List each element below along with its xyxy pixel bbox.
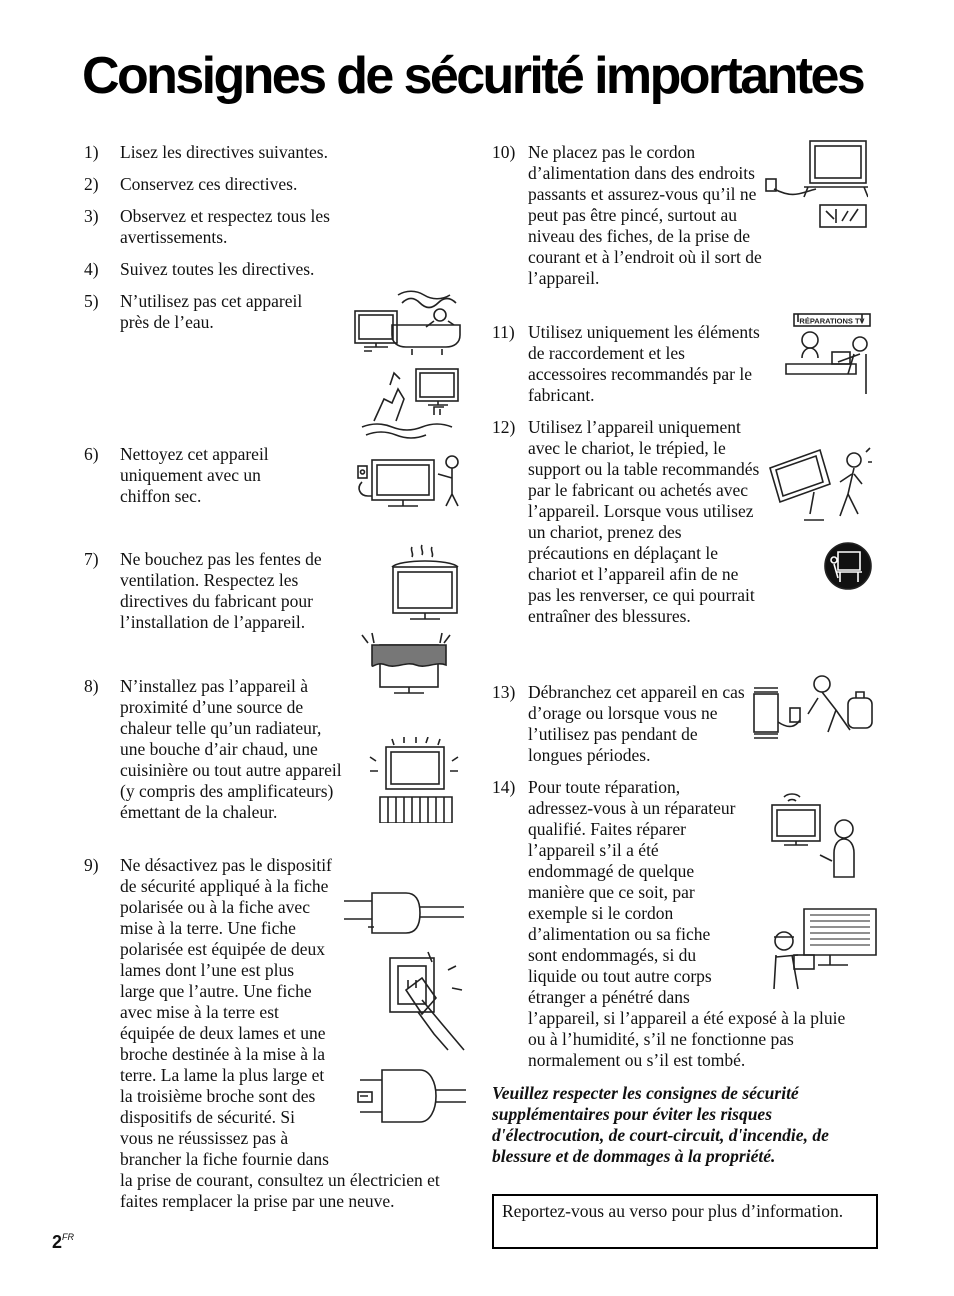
repair-shop-illustration — [784, 310, 878, 396]
tv-near-pool-illustration — [360, 365, 464, 441]
instruction-number: 3) — [84, 206, 99, 226]
instruction-10 — [492, 142, 762, 289]
repair-sign-text: RÉPARATIONS TV — [799, 316, 865, 326]
tv-repair-call-illustration — [770, 793, 866, 881]
additional-safety-note: Veuillez respecter les consignes de sécurité supplémentaires pour éviter les risques d'électrocution, de court-circuit, d'incendie, de blessure et de dommages à la propriété. — [492, 1083, 829, 1166]
unplug-storm-illustration — [752, 672, 876, 744]
instruction-text: Suivez toutes les directives. — [120, 259, 315, 279]
instruction-text: Conservez ces directives. — [120, 174, 298, 194]
instruction-11 — [492, 322, 766, 406]
instruction-number: 4) — [84, 259, 99, 279]
wall-outlet-hand-illustration — [388, 950, 468, 1054]
instruction-text: Utilisez uniquement les éléments de raccordement et les accessoires recommandés par le fabricant. — [528, 322, 760, 405]
instruction-8 — [84, 676, 346, 823]
instruction-text: Nettoyez cet appareil uniquement avec un chiffon sec. — [120, 444, 269, 506]
instruction-number: 11) — [492, 322, 515, 342]
technician-repair-illustration — [770, 905, 878, 995]
instruction-text: Observez et respectez tous les avertissements. — [120, 206, 330, 247]
instruction-7 — [84, 549, 352, 633]
instruction-text: Ne placez pas le cordon d’alimentation dans des endroits passants et assurez-vous qu’il ne peut pas être pincé, surtout au niveau des fiches, de la prise de courant et à l’endroit où il sort de l’appareil. — [528, 142, 762, 288]
page-number — [52, 1232, 74, 1253]
instruction-number: 10) — [492, 142, 516, 162]
page-number-value: 2 — [52, 1232, 63, 1252]
instruction-number: 8) — [84, 676, 99, 696]
instruction-number: 12) — [492, 417, 516, 437]
instruction-text: N’installez pas l’appareil à proximité d’une source de chaleur telle qu’un radiateur, une bouche d’air chaud, une cuisinière ou tout autre appareil (y compris des amplificateurs) émettant de la chaleur. — [120, 676, 342, 822]
instruction-4 — [84, 259, 374, 280]
see-reverse-box: Reportez-vous au verso pour plus d’information. — [492, 1194, 878, 1249]
instruction-6 — [84, 444, 299, 507]
instruction-number: 9) — [84, 855, 99, 875]
instruction-number: 1) — [84, 142, 99, 162]
tv-near-heater-illustration — [366, 737, 464, 823]
instruction-13 — [492, 682, 754, 766]
instruction-text: Pour toute réparation, adressez-vous à un réparateur qualifié. Faites réparer l’appareil s’il a été endommagé de quelque manière que ce soit, par exemple si le cordon d’alimentation ou sa fiche sont endommagés, si du liquide ou tout autre corps étranger a pénétré dans l’appareil, si l’appareil a été exposé à la pluie ou à l’humidité, s’il ne fonctionne pas normalement ou s’il est tombé. — [528, 777, 846, 1070]
instruction-1 — [84, 142, 374, 163]
instruction-number: 14) — [492, 777, 516, 797]
instruction-number: 13) — [492, 682, 516, 702]
instruction-number: 7) — [84, 549, 99, 569]
page-language: FR — [62, 1232, 75, 1242]
instruction-number: 2) — [84, 174, 99, 194]
cart-tipping-illustration — [764, 444, 872, 530]
instruction-number: 6) — [84, 444, 99, 464]
tv-blocked-vent-illustration — [390, 543, 460, 623]
instruction-text: Lisez les directives suivantes. — [120, 142, 328, 162]
grounded-plug-illustration — [356, 1066, 468, 1128]
instruction-text: Ne désactivez pas le dispositif de sécurité appliqué à la fiche polarisée ou à la fiche avec mise à la terre. Une fiche polarisée est équipée de deux lames dont l’une est plus large que l’autre. Une fiche avec mise à la terre est équipée de deux lames et une broche destinée à la mise à la terre. La lame la plus large et la troisième broche sont des dispositifs de sécurité. Si vous ne réussissez pas à brancher la fiche fournie dans la prise de courant, consultez un électricien et faites remplacer la prise par une neuve. — [120, 855, 440, 1211]
instruction-text: N’utilisez pas cet appareil près de l’eau. — [120, 291, 303, 332]
tv-cleaning-illustration — [354, 452, 464, 510]
instruction-5 — [84, 291, 334, 333]
cart-warning-symbol — [822, 540, 874, 592]
instruction-text: Utilisez l’appareil uniquement avec le chariot, le trépied, le support ou la table recommandés par le fabricant ou achetés avec l’appareil. Lorsque vous utilisez un chariot, prenez des précautions en déplaçant le chariot et l’appareil afin de ne pas les renverser, ce qui pourrait entraîner des blessures. — [528, 417, 760, 626]
instruction-text: Débranchez cet appareil en cas d’orage ou lorsque vous ne l’utilisez pas pendant de longues périodes. — [528, 682, 745, 765]
cord-trip-hazard-illustration — [764, 139, 868, 229]
page-title: Consignes de sécurité importantes — [82, 47, 864, 105]
instruction-3 — [84, 206, 374, 248]
tv-near-bathtub-illustration — [352, 289, 464, 357]
tv-covered-cloth-illustration — [352, 631, 464, 697]
polarized-plug-illustration — [342, 887, 466, 939]
instruction-text: Ne bouchez pas les fentes de ventilation. Respectez les directives du fabricant pour l’installation de l’appareil. — [120, 549, 322, 632]
instruction-number: 5) — [84, 291, 99, 311]
instruction-2 — [84, 174, 374, 195]
instruction-12 — [492, 417, 766, 627]
